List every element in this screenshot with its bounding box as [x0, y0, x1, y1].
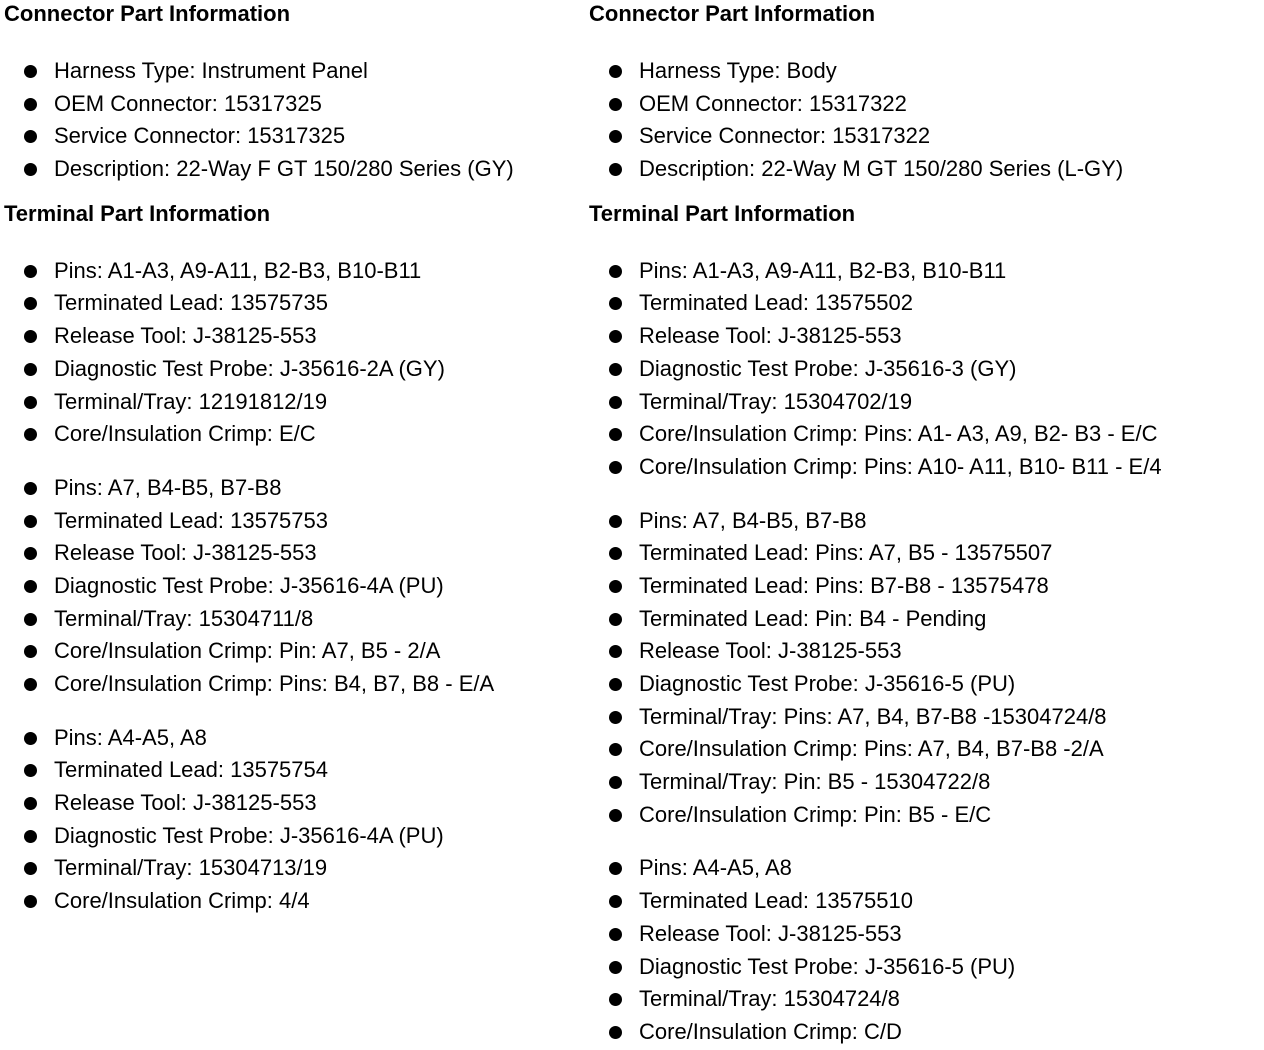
connector-list — [589, 55, 1259, 186]
bullet-icon — [24, 265, 37, 278]
list-item-text: Pins: A1-A3, A9-A11, B2-B3, B10-B11 — [639, 257, 1007, 283]
list-item — [4, 668, 584, 701]
list-item-text: Harness Type: Body — [639, 58, 837, 83]
list-item — [589, 418, 1259, 451]
bullet-icon — [609, 895, 622, 908]
list-item-text: Diagnostic Test Probe: J-35616-4A (PU) — [54, 822, 444, 848]
bullet-icon — [24, 830, 37, 843]
list-item-text: Core/Insulation Crimp: Pins: A1- A3, A9, B2- B3 - E/C — [639, 421, 1158, 447]
bullet-icon — [609, 65, 622, 78]
list-item — [589, 635, 1259, 668]
bullet-icon — [24, 895, 37, 908]
bullet-icon — [609, 809, 622, 822]
bullet-icon — [609, 776, 622, 789]
bullet-icon — [24, 515, 37, 528]
list-item-text: Terminated Lead: 13575502 — [639, 290, 913, 316]
list-item-text: Diagnostic Test Probe: J-35616-5 (PU) — [639, 953, 1016, 979]
list-item-text: Terminated Lead: 13575754 — [54, 757, 328, 783]
list-item — [589, 320, 1259, 353]
bullet-icon — [609, 130, 622, 143]
bullet-icon — [609, 862, 622, 875]
bullet-icon — [609, 743, 622, 756]
terminal-group-3 — [589, 852, 1259, 1048]
list-item-text: Terminal/Tray: 15304724/8 — [639, 986, 900, 1012]
list-item-text: Release Tool: J-38125-553 — [639, 323, 902, 349]
connector-heading: Connector Part Information — [4, 1, 291, 26]
bullet-icon — [609, 265, 622, 278]
list-item — [4, 635, 584, 668]
bullet-icon — [24, 98, 37, 111]
bullet-icon — [24, 428, 37, 441]
list-item-text: Diagnostic Test Probe: J-35616-3 (GY) — [639, 355, 1017, 381]
bullet-icon — [609, 1026, 622, 1039]
list-item-text: Release Tool: J-38125-553 — [54, 540, 317, 566]
bullet-icon — [24, 163, 37, 176]
list-item-text: Terminated Lead: 13575735 — [54, 290, 328, 316]
list-item-text: OEM Connector: 15317322 — [639, 90, 907, 116]
list-item-text: Terminated Lead: Pin: B4 - Pending — [639, 605, 987, 631]
list-item — [589, 852, 1259, 885]
list-item-text: Diagnostic Test Probe: J-35616-2A (GY) — [54, 355, 445, 381]
list-item — [589, 55, 1259, 88]
bullet-icon — [24, 862, 37, 875]
list-item-text: Core/Insulation Crimp: Pin: A7, B5 - 2/A — [54, 638, 441, 664]
left-column — [4, 0, 584, 918]
list-item — [4, 505, 584, 538]
list-item — [589, 537, 1259, 570]
connector-heading: Connector Part Information — [589, 1, 876, 26]
list-item — [4, 820, 584, 853]
list-item-text: Pins: A1-A3, A9-A11, B2-B3, B10-B11 — [54, 257, 422, 283]
list-item — [589, 668, 1259, 701]
list-item-text: Terminal/Tray: Pins: A7, B4, B7-B8 -15304724/8 — [639, 703, 1107, 729]
bullet-icon — [609, 297, 622, 310]
list-item-text: Core/Insulation Crimp: C/D — [639, 1018, 902, 1044]
list-item — [4, 386, 584, 419]
terminal-group-1 — [4, 255, 584, 451]
list-item — [4, 852, 584, 885]
list-item — [589, 918, 1259, 951]
list-item — [589, 766, 1259, 799]
list-item-text: Description: 22-Way M GT 150/280 Series (L-GY) — [639, 156, 1124, 182]
terminal-group-3 — [4, 722, 584, 918]
bullet-icon — [24, 130, 37, 143]
list-item-text: Pins: A4-A5, A8 — [54, 724, 207, 750]
bullet-icon — [609, 613, 622, 626]
list-item — [4, 255, 584, 288]
list-item-text: Release Tool: J-38125-553 — [54, 790, 317, 816]
list-item — [4, 537, 584, 570]
bullet-icon — [609, 993, 622, 1006]
list-item — [4, 570, 584, 603]
list-item — [589, 603, 1259, 636]
bullet-icon — [609, 547, 622, 560]
terminal-group-1 — [589, 255, 1259, 484]
bullet-icon — [24, 547, 37, 560]
right-column — [589, 0, 1259, 1049]
list-item — [4, 320, 584, 353]
list-item-text: Terminal/Tray: 15304713/19 — [54, 855, 328, 881]
list-item-text: Core/Insulation Crimp: Pins: A7, B4, B7-B8 -2/A — [639, 736, 1104, 762]
bullet-icon — [24, 580, 37, 593]
list-item — [589, 1016, 1259, 1049]
bullet-icon — [24, 396, 37, 409]
list-item-text: Release Tool: J-38125-553 — [639, 638, 902, 664]
list-item-text: Terminal/Tray: Pin: B5 - 15304722/8 — [639, 769, 991, 795]
list-item — [4, 722, 584, 755]
list-item-text: Terminated Lead: 13575753 — [54, 507, 328, 533]
bullet-icon — [24, 65, 37, 78]
list-item — [4, 287, 584, 320]
list-item-text: Terminal/Tray: 15304702/19 — [639, 388, 913, 414]
list-item-text: Core/Insulation Crimp: Pins: B4, B7, B8 - E/A — [54, 671, 495, 696]
list-item — [589, 386, 1259, 419]
list-item-text: Core/Insulation Crimp: 4/4 — [54, 888, 310, 914]
list-item-text: Harness Type: Instrument Panel — [54, 58, 368, 83]
terminal-heading: Terminal Part Information — [589, 200, 856, 226]
terminal-heading: Terminal Part Information — [4, 200, 271, 226]
list-item — [589, 983, 1259, 1016]
connector-list — [4, 55, 584, 186]
list-item-text: Service Connector: 15317322 — [639, 123, 931, 149]
bullet-icon — [24, 613, 37, 626]
list-item — [589, 153, 1259, 186]
list-item-text: OEM Connector: 15317325 — [54, 90, 322, 116]
list-item — [589, 120, 1259, 153]
list-item — [589, 951, 1259, 984]
list-item — [4, 353, 584, 386]
list-item-text: Terminated Lead: Pins: A7, B5 - 13575507 — [639, 540, 1053, 566]
list-item — [589, 799, 1259, 832]
list-item-text: Terminated Lead: Pins: B7-B8 - 13575478 — [639, 572, 1049, 598]
list-item — [4, 55, 584, 88]
terminal-group-2 — [589, 505, 1259, 832]
bullet-icon — [609, 928, 622, 941]
bullet-icon — [609, 645, 622, 658]
list-item — [589, 505, 1259, 538]
list-item-text: Release Tool: J-38125-553 — [639, 920, 902, 946]
list-item-text: Pins: A4-A5, A8 — [639, 855, 792, 881]
list-item — [4, 885, 584, 918]
list-item — [4, 120, 584, 153]
bullet-icon — [24, 678, 37, 691]
list-item — [589, 701, 1259, 734]
bullet-icon — [609, 428, 622, 441]
bullet-icon — [609, 396, 622, 409]
bullet-icon — [24, 732, 37, 745]
bullet-icon — [609, 163, 622, 176]
bullet-icon — [609, 961, 622, 974]
bullet-icon — [609, 363, 622, 376]
list-item — [589, 570, 1259, 603]
list-item-text: Pins: A7, B4-B5, B7-B8 — [639, 507, 867, 533]
list-item-text: Core/Insulation Crimp: Pins: A10- A11, B10- B11 - E/4 — [639, 453, 1162, 479]
bullet-icon — [609, 580, 622, 593]
list-item-text: Terminal/Tray: 15304711/8 — [54, 605, 314, 631]
terminal-group-2 — [4, 472, 584, 701]
list-item — [4, 603, 584, 636]
list-item-text: Release Tool: J-38125-553 — [54, 323, 317, 349]
list-item — [4, 418, 584, 451]
list-item-text: Terminal/Tray: 12191812/19 — [54, 388, 328, 414]
list-item-text: Core/Insulation Crimp: Pin: B5 - E/C — [639, 801, 992, 827]
bullet-icon — [609, 98, 622, 111]
bullet-icon — [24, 482, 37, 495]
list-item — [4, 472, 584, 505]
list-item — [4, 754, 584, 787]
list-item — [589, 885, 1259, 918]
list-item-text: Service Connector: 15317325 — [54, 123, 346, 149]
bullet-icon — [609, 515, 622, 528]
list-item — [589, 733, 1259, 766]
list-item-text: Pins: A7, B4-B5, B7-B8 — [54, 474, 282, 500]
list-item — [589, 255, 1259, 288]
bullet-icon — [24, 297, 37, 310]
bullet-icon — [609, 330, 622, 343]
list-item — [589, 451, 1259, 484]
list-item-text: Terminated Lead: 13575510 — [639, 888, 913, 914]
list-item-text: Description: 22-Way F GT 150/280 Series (GY) — [54, 156, 514, 182]
list-item — [589, 88, 1259, 121]
list-item — [589, 287, 1259, 320]
list-item-text: Core/Insulation Crimp: E/C — [54, 421, 316, 447]
bullet-icon — [24, 764, 37, 777]
bullet-icon — [609, 461, 622, 474]
list-item-text: Diagnostic Test Probe: J-35616-4A (PU) — [54, 572, 444, 598]
bullet-icon — [24, 797, 37, 810]
list-item — [4, 787, 584, 820]
bullet-icon — [609, 711, 622, 724]
bullet-icon — [24, 363, 37, 376]
list-item — [589, 353, 1259, 386]
list-item — [4, 153, 584, 186]
list-item-text: Diagnostic Test Probe: J-35616-5 (PU) — [639, 671, 1016, 696]
bullet-icon — [609, 678, 622, 691]
bullet-icon — [24, 330, 37, 343]
bullet-icon — [24, 645, 37, 658]
list-item — [4, 88, 584, 121]
